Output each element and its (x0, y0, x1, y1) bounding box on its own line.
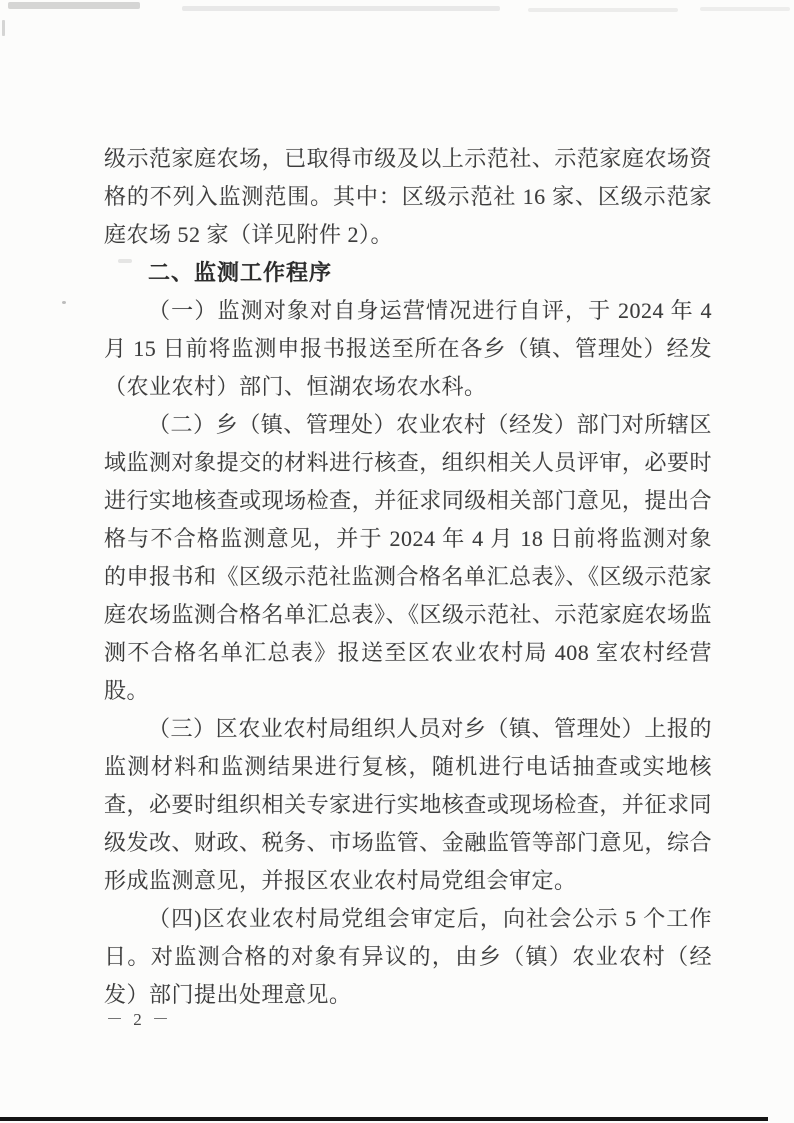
scan-artifact-top (8, 2, 140, 9)
scan-artifact-left (2, 20, 5, 36)
scan-artifact-top (528, 8, 678, 12)
document-body (104, 140, 712, 1014)
paragraph-item-2: （二）乡（镇、管理处）农业农村（经发）部门对所辖区域监测对象提交的材料进行核查，组织相关人员评审，必要时进行实地核查或现场检查，并征求同级相关部门意见，提出合格与不合格监测意见，并于 2024 年 4 月 18 日前将监测对象的申报书和《区级示范社监测合格名单汇总表》、《区级示范家庭农场监测合格名单汇总表》、《区级示范社、示范家庭农场监测不合格名单汇总表》报送至区农业农村局 408 室农村经营股。 (104, 412, 713, 703)
section-heading: 二、监测工作程序 (148, 260, 333, 285)
page-number: － 2 － (106, 1010, 172, 1029)
scan-artifact-top (182, 6, 500, 11)
paragraph-item-3: （三）区农业农村局组织人员对乡（镇、管理处）上报的监测材料和监测结果进行复核，随机进行电话抽查或实地核查，必要时组织相关专家进行实地核查或现场检查，并征求同级发改、财政、税务、市场监管、金融监管等部门意见，综合形成监测意见，并报区农业农村局党组会审定。 (104, 716, 712, 893)
scan-speck (62, 301, 66, 304)
paragraph-item-1: （一）监测对象对自身运营情况进行自评，于 2024 年 4 月 15 日前将监测申报书报送至所在各乡（镇、管理处）经发（农业农村）部门、恒湖农场农水科。 (104, 298, 712, 399)
scan-edge-bottom (0, 1117, 768, 1121)
paragraph-item-4: （四)区农业农村局党组会审定后，向社会公示 5 个工作日。对监测合格的对象有异议的，由乡（镇）农业农村（经发）部门提出处理意见。 (104, 906, 712, 1007)
paragraph-continuation: 级示范家庭农场，已取得市级及以上示范社、示范家庭农场资格的不列入监测范围。其中：区级示范社 16 家、区级示范家庭农场 52 家（详见附件 2）。 (104, 146, 712, 247)
scan-artifact-top (700, 7, 790, 11)
